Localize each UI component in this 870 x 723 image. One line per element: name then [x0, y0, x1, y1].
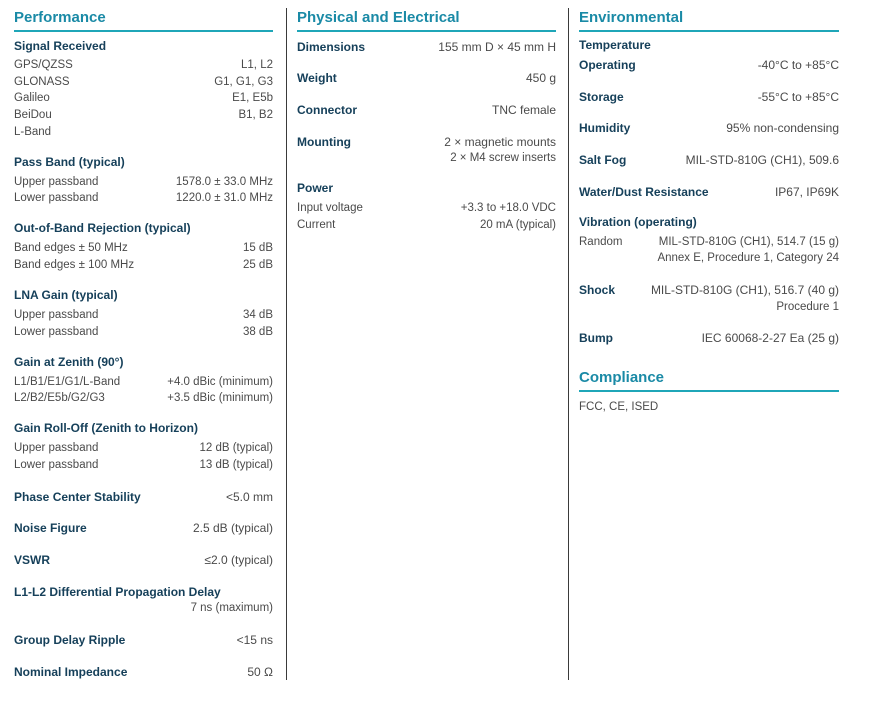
temperature-heading: Temperature	[579, 38, 651, 52]
spec-label: Upper passband	[14, 442, 99, 454]
spec-value: +3.5 dBic (minimum)	[167, 392, 273, 404]
spec-label: BeiDou	[14, 109, 52, 121]
performance-title: Performance	[14, 8, 273, 32]
gain-rolloff-heading: Gain Roll-Off (Zenith to Horizon)	[14, 421, 198, 435]
gain-zenith-heading: Gain at Zenith (90°)	[14, 355, 124, 369]
spec-value: B1, B2	[238, 109, 273, 121]
spec-value: L1, L2	[241, 59, 273, 71]
spec-value: 50 Ω	[247, 665, 273, 679]
spec-value: IEC 60068-2-27 Ea (25 g)	[701, 331, 839, 345]
group-delay-row	[14, 632, 273, 648]
pass-band-heading: Pass Band (typical)	[14, 155, 125, 169]
spec-value: G1, G1, G3	[214, 76, 273, 88]
l1l2-delay-heading: L1-L2 Differential Propagation Delay	[14, 585, 221, 599]
spec-value: 2.5 dB (typical)	[192, 521, 273, 535]
spec-label: Lower passband	[14, 459, 99, 471]
spec-label: Random	[579, 236, 623, 248]
water-dust-row	[579, 184, 839, 200]
spec-value: -55°C to +85°C	[757, 90, 839, 104]
spec-label: GLONASS	[14, 76, 70, 88]
spec-label: Lower passband	[14, 326, 99, 338]
physical-title: Physical and Electrical	[297, 8, 556, 32]
column-divider-1	[286, 8, 287, 680]
spec-value: E1, E5b	[232, 92, 273, 104]
bump-row	[579, 330, 839, 346]
spec-label: Band edges ± 100 MHz	[14, 259, 135, 271]
spec-value: 1220.0 ± 31.0 MHz	[175, 192, 273, 204]
spec-label: Mounting	[297, 135, 351, 149]
noise-figure-row	[14, 520, 273, 536]
signal-received-heading: Signal Received	[14, 39, 107, 53]
weight-row	[297, 70, 556, 86]
spec-label: Noise Figure	[14, 521, 87, 535]
spec-label: Upper passband	[14, 309, 99, 321]
vswr-row	[14, 552, 273, 568]
spec-label: Dimensions	[297, 40, 366, 54]
spec-value: 2 × magnetic mounts	[444, 135, 556, 149]
spec-value: -40°C to +85°C	[757, 58, 839, 72]
spec-value: +4.0 dBic (minimum)	[167, 376, 273, 388]
spec-value: 450 g	[525, 71, 556, 85]
spec-label: Bump	[579, 331, 613, 345]
humidity-row	[579, 120, 839, 136]
spec-value: 15 dB	[242, 242, 273, 254]
spec-value: ≤2.0 (typical)	[204, 553, 273, 567]
spec-label: Current	[297, 219, 336, 231]
phase-center-row	[14, 489, 273, 505]
spec-value: Annex E, Procedure 1, Category 24	[657, 252, 839, 264]
spec-value: 12 dB (typical)	[199, 442, 273, 454]
spec-value: MIL-STD-810G (CH1), 509.6	[685, 153, 839, 167]
spec-value: TNC female	[491, 103, 556, 117]
spec-label: Group Delay Ripple	[14, 633, 126, 647]
spec-value: 95% non-condensing	[726, 121, 839, 135]
oob-rejection-heading: Out-of-Band Rejection (typical)	[14, 221, 191, 235]
power-heading: Power	[297, 181, 334, 195]
spec-label: Humidity	[579, 121, 631, 135]
spec-label: Lower passband	[14, 192, 99, 204]
spec-value: 2 × M4 screw inserts	[450, 152, 556, 164]
spec-value: FCC, CE, ISED	[579, 401, 659, 413]
spec-label: Salt Fog	[579, 153, 627, 167]
spec-value: 1578.0 ± 33.0 MHz	[175, 176, 273, 188]
salt-fog-row	[579, 152, 839, 168]
connector-row	[297, 102, 556, 118]
spec-value: 34 dB	[242, 309, 273, 321]
column-divider-2	[568, 8, 569, 680]
spec-label: Shock	[579, 283, 616, 297]
spec-label: L1/B1/E1/G1/L-Band	[14, 376, 121, 388]
spec-label: L2/B2/E5b/G2/G3	[14, 392, 105, 404]
spec-value: IP67, IP69K	[774, 185, 839, 199]
environmental-title: Environmental	[579, 8, 839, 32]
spec-label: Upper passband	[14, 176, 99, 188]
spec-value: MIL-STD-810G (CH1), 516.7 (40 g)	[650, 283, 839, 297]
spec-label: Weight	[297, 71, 337, 85]
spec-value: 155 mm D × 45 mm H	[438, 40, 556, 54]
compliance-title: Compliance	[579, 368, 839, 392]
spec-label: Storage	[579, 90, 624, 104]
spec-label: Galileo	[14, 92, 50, 104]
spec-label: Operating	[579, 58, 636, 72]
dimensions-row	[297, 39, 556, 55]
spec-label: VSWR	[14, 553, 50, 567]
spec-label: Phase Center Stability	[14, 490, 141, 504]
spec-label: L-Band	[14, 126, 52, 138]
mounting-row	[297, 134, 556, 150]
spec-value: 7 ns (maximum)	[190, 602, 273, 614]
spec-value: <5.0 mm	[225, 490, 273, 504]
spec-value: 25 dB	[242, 259, 273, 271]
spec-label: Nominal Impedance	[14, 665, 128, 679]
spec-label: Band edges ± 50 MHz	[14, 242, 128, 254]
impedance-row	[14, 664, 273, 680]
storage-row	[579, 89, 839, 105]
lna-gain-heading: LNA Gain (typical)	[14, 288, 118, 302]
shock-row	[579, 282, 839, 298]
spec-label: GPS/QZSS	[14, 59, 73, 71]
spec-value: 20 mA (typical)	[479, 219, 556, 231]
spec-label: Connector	[297, 103, 357, 117]
spec-value: MIL-STD-810G (CH1), 514.7 (15 g)	[658, 236, 839, 248]
spec-value: <15 ns	[236, 633, 273, 647]
spec-value: 38 dB	[242, 326, 273, 338]
operating-row	[579, 57, 839, 73]
spec-label: Input voltage	[297, 202, 363, 214]
vibration-heading: Vibration (operating)	[579, 215, 697, 229]
spec-value: Procedure 1	[776, 301, 839, 313]
spec-value: +3.3 to +18.0 VDC	[460, 202, 556, 214]
spec-value: 13 dB (typical)	[199, 459, 273, 471]
spec-label: Water/Dust Resistance	[579, 185, 709, 199]
